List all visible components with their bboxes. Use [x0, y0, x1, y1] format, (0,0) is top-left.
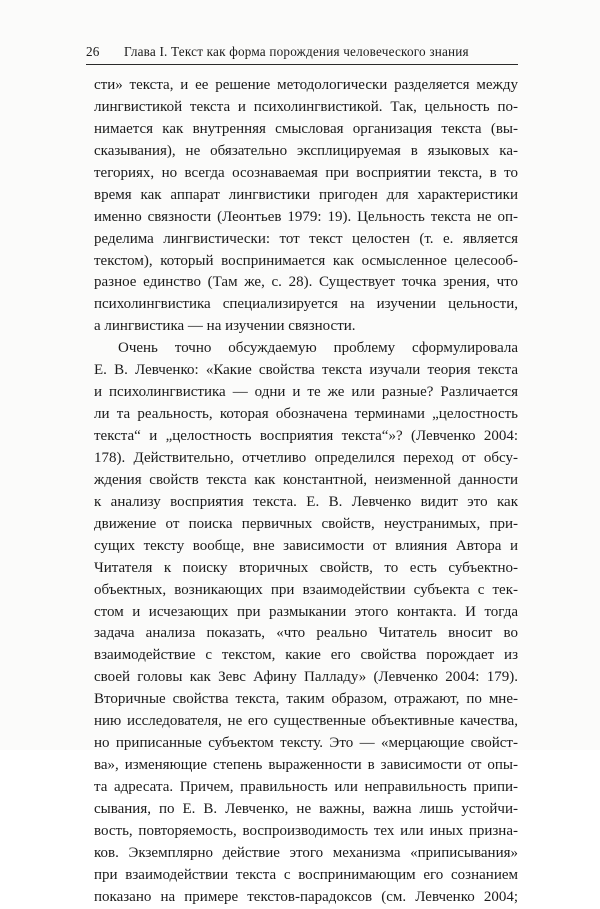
text-line: показано на примере текстов-парадоксов (см. Левченко 2004;: [94, 888, 518, 905]
text-line: но приписанные субъектом тексту. Это — «мерцающие свойст-: [94, 735, 518, 752]
chapter-title: Глава I. Текст как форма порождения человеческого знания: [124, 44, 469, 59]
text-line: и психолингвистика — одни и те же или разные? Различается: [94, 384, 518, 401]
text-line: сти» текста, и ее решение методологически разделяется между: [94, 77, 518, 93]
paragraph: [94, 338, 518, 908]
text-line: объектных, возникающих при взаимодействии субъекта с тек-: [94, 581, 518, 598]
text-line: Читателя к поиску вторичных свойств, то есть субъектно-: [94, 559, 518, 576]
text-line: задача анализа показать, «что реально Читатель вносит во: [94, 625, 518, 642]
header-rule: [86, 64, 518, 65]
text-line: ков. Экземплярно действие этого механизма «приписывания»: [94, 844, 518, 861]
text-line: ва», изменяющие степень выраженности в зависимости от опы-: [94, 757, 518, 774]
text-line: сущих тексту вообще, вне зависимости от влияния Автора и: [94, 537, 518, 554]
running-head: [86, 44, 518, 62]
text-line: вость, повторяемость, воспроизводимость тех или иных призна-: [94, 822, 518, 839]
text-line: лингвистикой текста и психолингвистикой. Так, цельность по-: [94, 98, 518, 115]
paragraph: [94, 75, 518, 338]
text-line: психолингвистика специализируется на изучении цельности,: [94, 296, 518, 313]
text-line: ждения свойств текста как константной, неизменной данности: [94, 471, 518, 488]
text-line: нимается как внутренняя смысловая организация текста (вы-: [94, 120, 518, 137]
text-line: сказывания), не обязательно эксплицируемая в языковых ка-: [94, 142, 518, 159]
text-line: ли та реальность, которая обозначена терминами „целостность: [94, 406, 518, 423]
text-line: именно связности (Леонтьев 1979: 19). Цельность текста не оп-: [94, 208, 518, 225]
text-line: сывания, по Е. В. Левченко, не важны, важна лишь устойчи-: [94, 800, 518, 817]
text-line: текста“ и „целостность восприятия текста“»? (Левченко 2004:: [94, 428, 518, 444]
body-text: [94, 75, 518, 909]
text-line: к анализу восприятия текста. Е. В. Левченко видит это как: [94, 493, 518, 510]
text-line: взаимодействие с текстом, какие его свойства порождает из: [94, 647, 518, 664]
text-line: своей головы как Зевс Афину Палладу» (Левченко 2004: 179).: [94, 669, 518, 686]
text-line: а лингвистика — на изучении связности.: [94, 318, 356, 335]
text-line: та адресата. Причем, правильность или неправильность припи-: [94, 779, 518, 795]
text-line: стом и исчезающих при размыкании этого контакта. И тогда: [94, 603, 518, 620]
text-line: движение от поиска первичных свойств, неустранимых, при-: [94, 515, 518, 532]
text-line: при взаимодействии текста с воспринимающим его сознанием: [94, 866, 518, 883]
text-line: текстом), который воспринимается как осмысленное целесооб-: [94, 252, 518, 269]
page-number: 26: [86, 44, 100, 59]
text-line: разное единство (Там же, с. 28). Существует точка зрения, что: [94, 274, 518, 291]
text-line: Вторичные свойства текста, таким образом, отражают, по мне-: [94, 691, 518, 708]
text-line: нию исследователя, не его существенные объективные качества,: [94, 713, 518, 730]
text-line: Очень точно обсуждаемую проблему сформулировала: [118, 340, 518, 357]
text-line: время как аппарат лингвистики пригоден для характеристики: [94, 186, 518, 203]
text-line: Е. В. Левченко: «Какие свойства текста изучали теория текста: [94, 362, 518, 379]
text-line: тегориях, но всегда осознаваемая при восприятии текста, в то: [94, 164, 518, 181]
text-line: ределима лингвистически: тот текст целостен (т. е. является: [94, 230, 518, 247]
text-line: 178). Действительно, отчетливо определился переход от обсу-: [94, 449, 518, 466]
